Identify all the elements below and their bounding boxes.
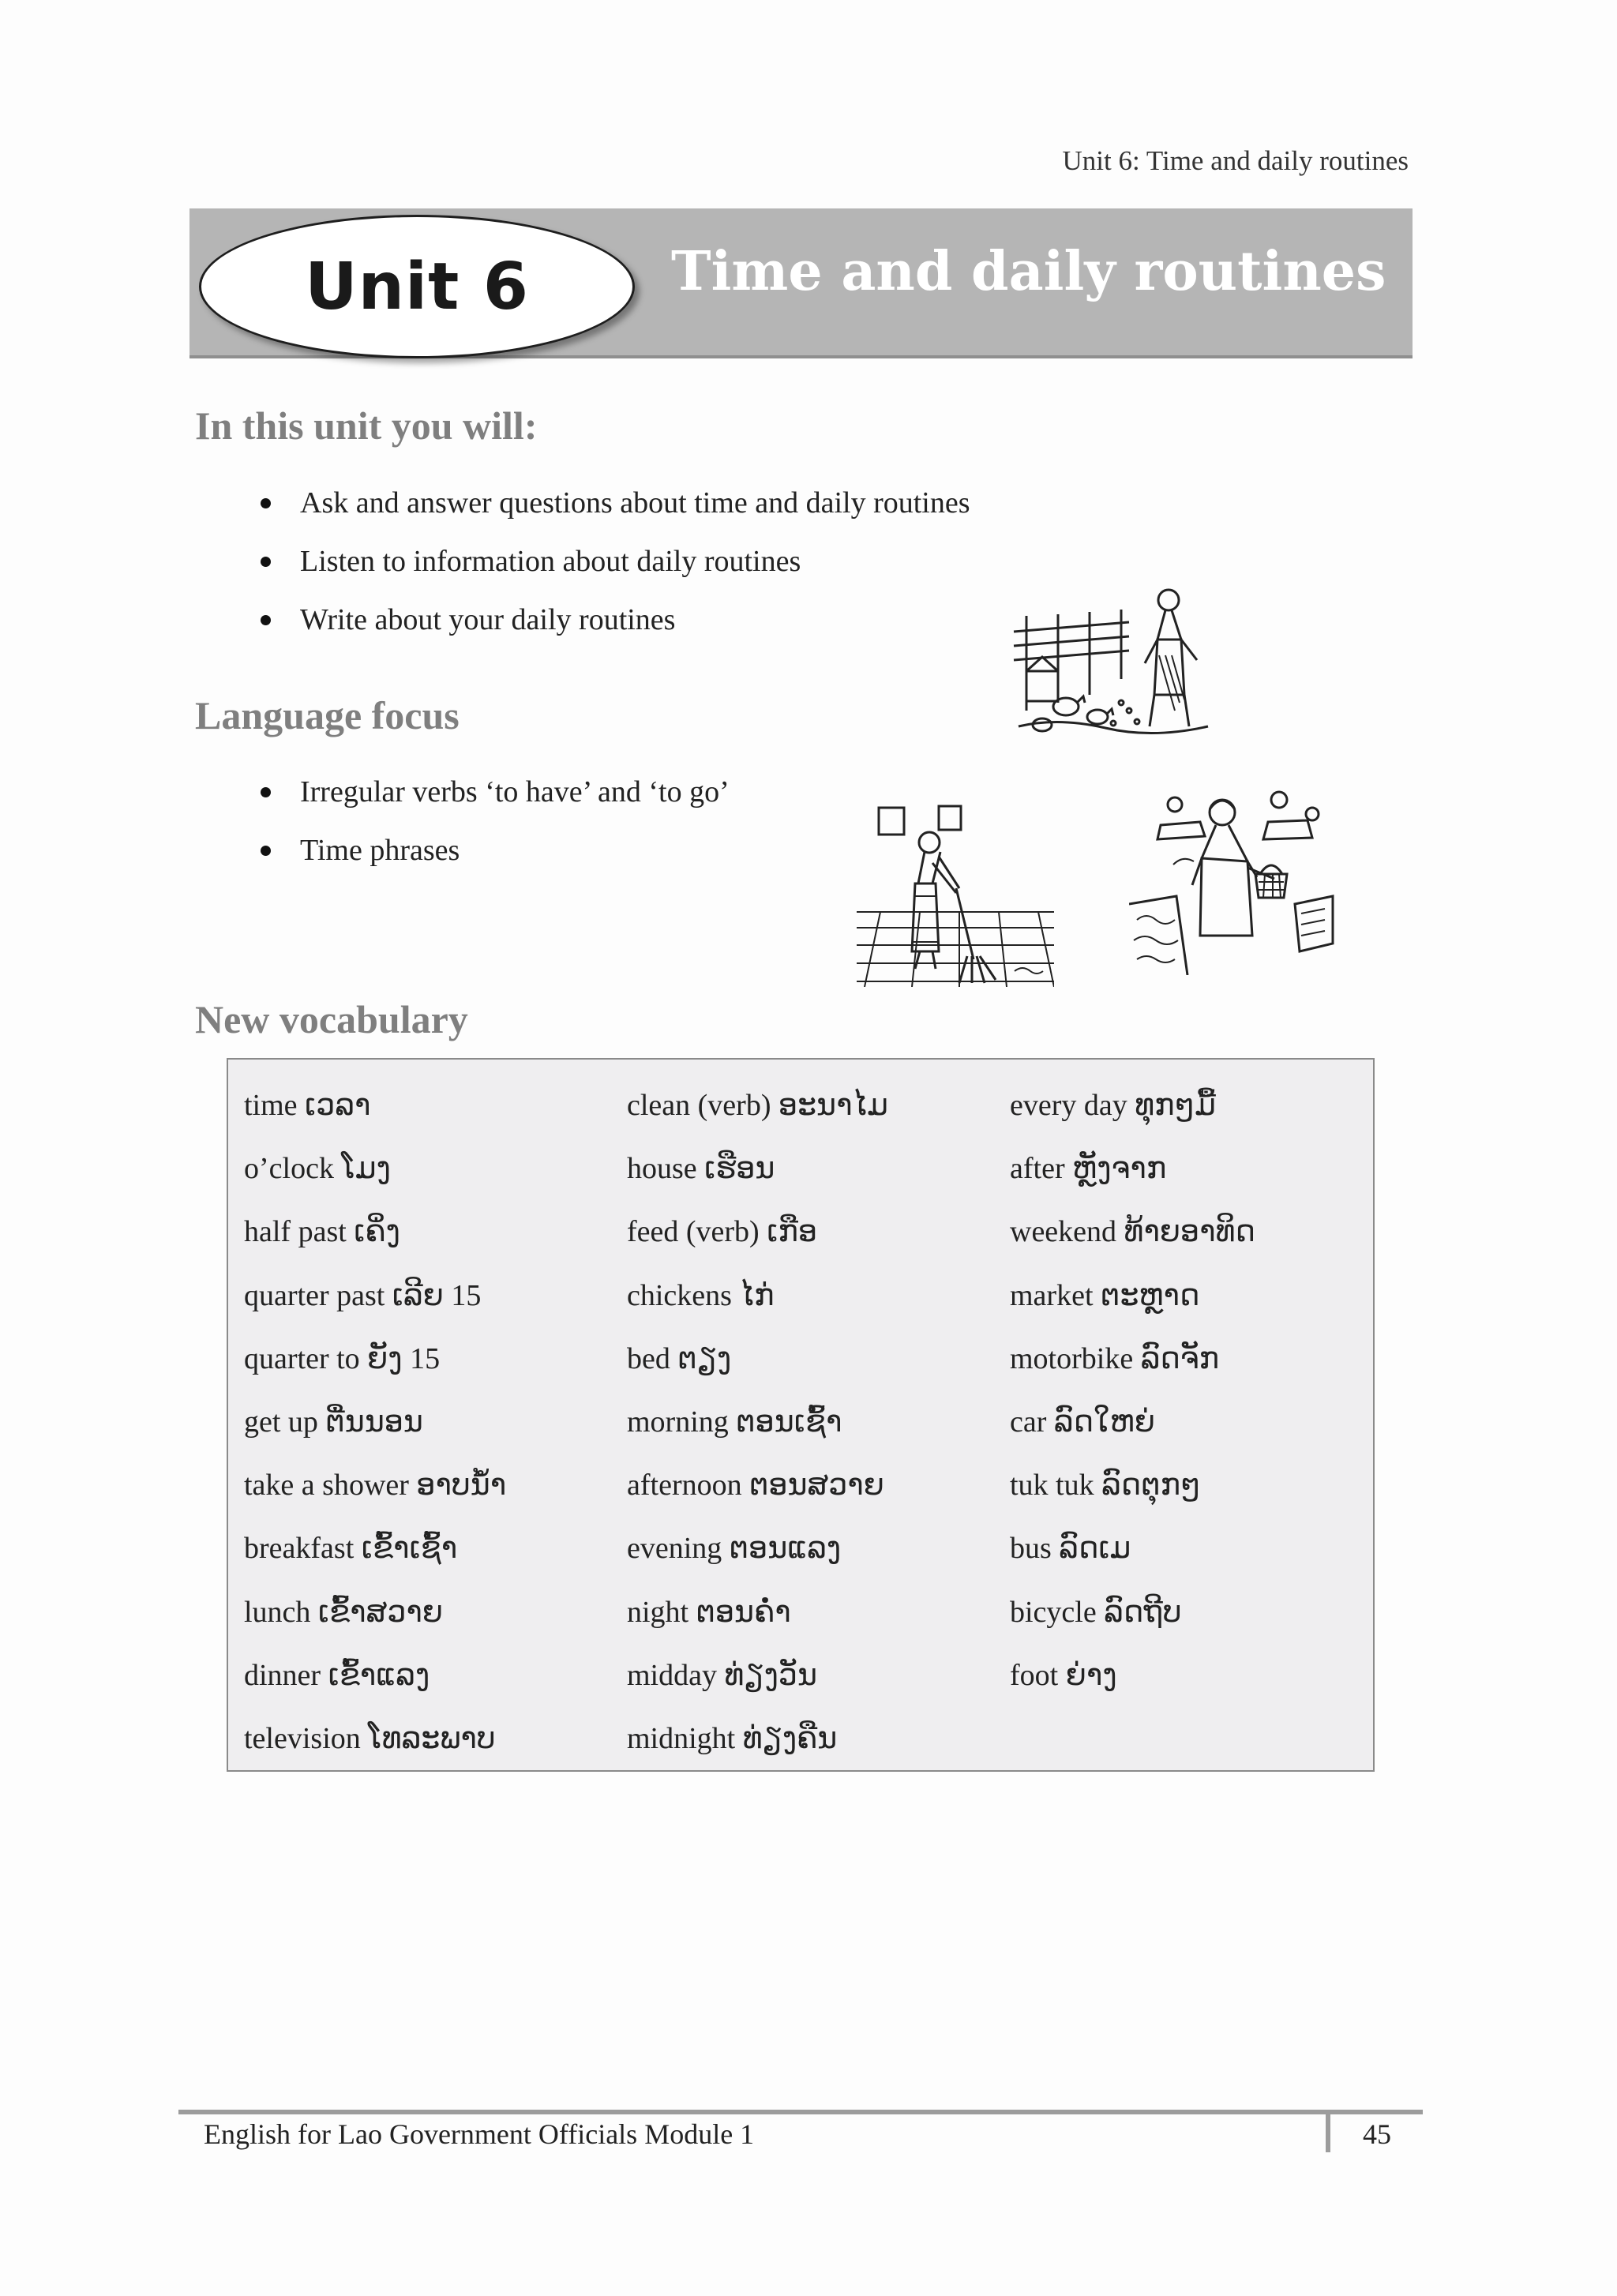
vocab-item: afternoon ຕອນສວາຍ xyxy=(627,1469,884,1503)
vocab-item: chickens ໄກ່ xyxy=(627,1278,775,1312)
running-head: Unit 6: Time and daily routines xyxy=(1062,145,1409,176)
vocab-column-2 xyxy=(627,1074,888,1770)
vocab-item: house ເຮືອນ xyxy=(627,1152,775,1186)
vocab-item: half past ເຄິ່ງ xyxy=(244,1215,401,1249)
vocab-item: after ຫຼັງຈາກ xyxy=(1010,1152,1167,1186)
page-number: 45 xyxy=(1363,2118,1391,2150)
language-focus-heading: Language focus xyxy=(195,693,460,737)
language-focus-item: Irregular verbs ‘to have’ and ‘to go’ xyxy=(261,763,730,821)
illustration-feeding-chickens xyxy=(1011,584,1216,750)
footer-rule xyxy=(178,2110,1423,2114)
vocab-item: bicycle ລົດຖີບ xyxy=(1010,1595,1182,1629)
unit-label: Unit 6 xyxy=(305,249,529,325)
language-focus-item: Time phrases xyxy=(261,821,730,880)
unit-title: Time and daily routines xyxy=(671,240,1386,303)
bullet-icon xyxy=(261,846,271,856)
vocabulary-heading: New vocabulary xyxy=(195,997,468,1041)
vocab-item: weekend ທ້າຍອາທິດ xyxy=(1010,1215,1255,1249)
bullet-icon xyxy=(261,557,271,567)
vocab-item: bus ລົດເມ xyxy=(1010,1532,1131,1566)
vocab-item: feed (verb) ເກືອ xyxy=(627,1215,817,1249)
vocab-column-1 xyxy=(244,1074,506,1770)
vocab-column-3 xyxy=(1010,1074,1255,1707)
objective-item: Write about your daily routines xyxy=(261,591,970,649)
vocab-item: foot ຍ່າງ xyxy=(1010,1658,1117,1692)
vocab-item: motorbike ລົດຈັກ xyxy=(1010,1341,1220,1375)
vocab-item: lunch ເຂົ້າສວາຍ xyxy=(244,1595,443,1629)
illustration-sweeping-floor xyxy=(857,801,1054,987)
vocab-item: quarter past ເລີຍ 15 xyxy=(244,1278,482,1312)
bullet-icon xyxy=(261,787,271,797)
language-focus-list xyxy=(261,763,730,880)
vocab-item: get up ຕື່ນນອນ xyxy=(244,1405,423,1439)
vocab-item: evening ຕອນແລງ xyxy=(627,1532,842,1566)
vocab-item: clean (verb) ອະນາໄມ xyxy=(627,1089,888,1122)
unit-badge-oval xyxy=(199,215,635,358)
vocab-item: market ຕະຫຼາດ xyxy=(1010,1278,1200,1312)
footer-divider xyxy=(1326,2110,1330,2152)
vocab-item: take a shower ອາບນ້ຳ xyxy=(244,1469,507,1503)
footer-title: English for Lao Government Officials Module 1 xyxy=(204,2118,755,2150)
objective-item: Ask and answer questions about time and daily routines xyxy=(261,474,970,532)
vocab-item: quarter to ຍັງ 15 xyxy=(244,1341,441,1375)
vocab-item: time ເວລາ xyxy=(244,1089,371,1122)
objectives-heading: In this unit you will: xyxy=(195,403,538,448)
vocab-item: every day ທຸກໆມື້ xyxy=(1010,1089,1216,1122)
bullet-icon xyxy=(261,615,271,625)
illustration-market-shopping xyxy=(1129,786,1334,975)
vocab-item: tuk tuk ລົດຕຸກໆ xyxy=(1010,1469,1201,1503)
vocabulary-box xyxy=(227,1058,1375,1772)
vocab-item: night ຕອນຄ່ຳ xyxy=(627,1595,791,1629)
objectives-list xyxy=(261,474,970,649)
objective-item: Listen to information about daily routines xyxy=(261,532,970,591)
vocab-item: midnight ທ່ຽງຄືນ xyxy=(627,1721,838,1755)
vocab-item: morning ຕອນເຊົ້າ xyxy=(627,1405,842,1439)
vocab-item: dinner ເຂົ້າແລງ xyxy=(244,1658,430,1692)
vocab-item: car ລົດໃຫຍ່ xyxy=(1010,1405,1156,1439)
vocab-item: midday ທ່ຽງວັນ xyxy=(627,1658,817,1692)
bullet-icon xyxy=(261,498,271,508)
vocab-item: o’clock ໂມງ xyxy=(244,1152,391,1186)
vocab-item: television ໂທລະພາບ xyxy=(244,1721,496,1755)
vocab-item: breakfast ເຂົ້າເຊົ້າ xyxy=(244,1532,458,1566)
vocab-item: bed ຕຽງ xyxy=(627,1341,732,1375)
